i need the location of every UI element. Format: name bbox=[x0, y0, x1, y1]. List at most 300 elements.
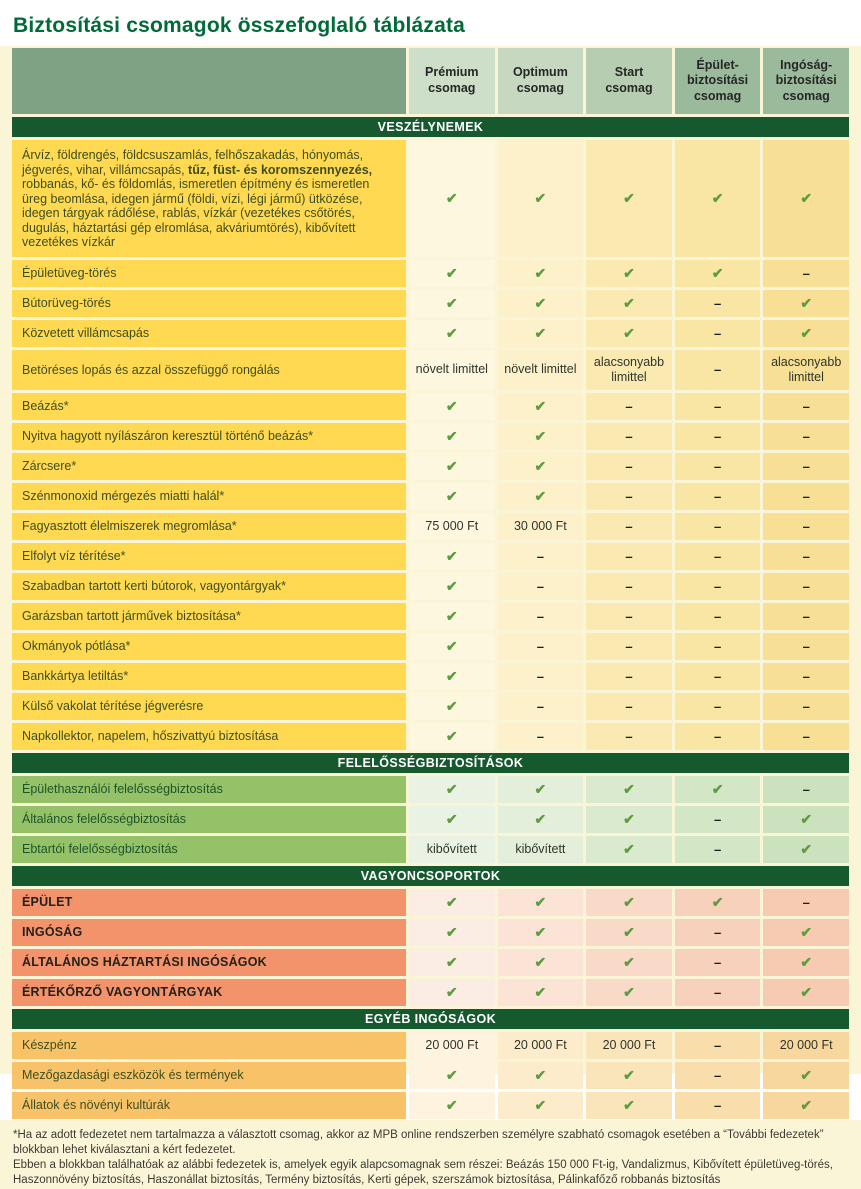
footnote-2: Ebben a blokkban találhatóak az alábbi fedezetek is, amelyek egyik alapcsomagnak sem részei: Beázás 150 000 Ft-ig, Vandalizmus, Kibővített épületüveg-törés, Haszonnövény biztosítás, Haszonállat biztosítás, Termény biztosítás, Kerti gépek, szerszámok biztosítása, Pálinkafőző robbanás biztosítás bbox=[13, 1159, 833, 1187]
dash-icon: – bbox=[536, 578, 544, 594]
dash-icon: – bbox=[713, 841, 722, 857]
value-cell bbox=[675, 260, 761, 287]
value-text: alacsonyabb limittel bbox=[771, 355, 842, 384]
dash-icon: – bbox=[713, 488, 722, 504]
row-label: Szabadban tartott kerti bútorok, vagyontárgyak* bbox=[12, 573, 406, 600]
value-cell bbox=[409, 320, 495, 347]
check-icon: ✔ bbox=[623, 811, 635, 827]
table-row bbox=[12, 776, 849, 803]
dash-icon: – bbox=[802, 698, 810, 714]
dash-icon: – bbox=[713, 1097, 722, 1113]
check-icon: ✔ bbox=[534, 811, 547, 827]
value-cell bbox=[763, 919, 849, 946]
check-icon: ✔ bbox=[800, 295, 813, 311]
dash-icon: – bbox=[802, 608, 810, 624]
value-cell bbox=[763, 543, 849, 570]
value-cell bbox=[675, 543, 761, 570]
dash-icon: – bbox=[713, 924, 722, 940]
value-cell bbox=[763, 1092, 849, 1119]
check-icon: ✔ bbox=[623, 1067, 635, 1083]
value-cell bbox=[675, 483, 761, 510]
row-label: Mezőgazdasági eszközök és termények bbox=[12, 1062, 406, 1089]
table-row bbox=[12, 140, 849, 257]
table-row bbox=[12, 979, 849, 1006]
value-cell bbox=[586, 806, 672, 833]
value-cell bbox=[675, 423, 761, 450]
column-header-premium: Prémium csomag bbox=[409, 48, 495, 114]
value-cell bbox=[586, 979, 672, 1006]
value-cell bbox=[586, 140, 672, 257]
dash-icon: – bbox=[802, 781, 810, 797]
value-cell bbox=[586, 1092, 672, 1119]
insurance-summary-table bbox=[12, 48, 849, 1119]
value-cell bbox=[409, 889, 495, 916]
dash-icon: – bbox=[802, 578, 810, 594]
row-label: Készpénz bbox=[12, 1032, 406, 1059]
value-cell bbox=[498, 1062, 584, 1089]
dash-icon: – bbox=[713, 295, 722, 311]
value-cell bbox=[409, 453, 495, 480]
dash-icon: – bbox=[802, 398, 810, 414]
row-label: Bútorüveg-törés bbox=[12, 290, 406, 317]
row-label: Árvíz, földrengés, földcsuszamlás, felhőszakadás, hónyomás, jégverés, vihar, villámcsapás, tűz, füst- és koromszennyezés, robbanás, kő- és földomlás, ismeretlen építmény és ismeretlen üreg beomlása, idegen jármű (földi, vízi, légi jármű) ütközése, idegen tárgyak rádőlése, rablás, vízkár (vezetékes csőtörés, dugulás, háztartási gép elromlása, akváriumtörés), kibővített vezetékes vízkár bbox=[12, 140, 406, 257]
value-cell bbox=[498, 1092, 584, 1119]
row-label: Épületüveg-törés bbox=[12, 260, 406, 287]
row-label: Külső vakolat térítése jégverésre bbox=[12, 693, 406, 720]
value-cell bbox=[586, 453, 672, 480]
check-icon: ✔ bbox=[800, 984, 813, 1000]
value-cell bbox=[586, 889, 672, 916]
value-cell bbox=[763, 949, 849, 976]
row-label: Nyitva hagyott nyílászáron keresztül történő beázás* bbox=[12, 423, 406, 450]
table-row bbox=[12, 889, 849, 916]
column-header-ingosag: Ingóság-biztosítási csomag bbox=[763, 48, 849, 114]
check-icon: ✔ bbox=[534, 398, 547, 414]
table-row bbox=[12, 320, 849, 347]
value-cell bbox=[586, 633, 672, 660]
value-cell bbox=[409, 919, 495, 946]
dash-icon: – bbox=[802, 728, 810, 744]
value-cell bbox=[409, 949, 495, 976]
check-icon: ✔ bbox=[534, 954, 547, 970]
row-label: Napkollektor, napelem, hőszivattyú biztosítása bbox=[12, 723, 406, 750]
value-cell bbox=[763, 979, 849, 1006]
check-icon: ✔ bbox=[445, 984, 458, 1000]
dash-icon: – bbox=[713, 398, 722, 414]
table-row bbox=[12, 1092, 849, 1119]
value-cell bbox=[498, 260, 584, 287]
value-cell bbox=[409, 573, 495, 600]
value-cell bbox=[498, 776, 584, 803]
dash-icon: – bbox=[625, 398, 633, 414]
value-cell bbox=[763, 889, 849, 916]
value-cell bbox=[675, 836, 761, 863]
value-cell bbox=[675, 919, 761, 946]
value-text: 20 000 Ft bbox=[779, 1037, 833, 1052]
check-icon: ✔ bbox=[445, 894, 458, 910]
check-icon: ✔ bbox=[534, 1097, 547, 1113]
value-cell bbox=[675, 663, 761, 690]
dash-icon: – bbox=[536, 548, 544, 564]
dash-icon: – bbox=[625, 608, 633, 624]
value-cell bbox=[675, 806, 761, 833]
dash-icon: – bbox=[536, 668, 544, 684]
check-icon: ✔ bbox=[445, 428, 458, 444]
value-cell bbox=[498, 836, 584, 863]
check-icon: ✔ bbox=[800, 190, 813, 207]
row-label: Zárcsere* bbox=[12, 453, 406, 480]
value-cell bbox=[763, 393, 849, 420]
value-cell bbox=[586, 320, 672, 347]
column-header-optimum: Optimum csomag bbox=[498, 48, 584, 114]
check-icon: ✔ bbox=[534, 894, 547, 910]
value-cell bbox=[586, 513, 672, 540]
table-row bbox=[12, 1062, 849, 1089]
row-label: Fagyasztott élelmiszerek megromlása* bbox=[12, 513, 406, 540]
row-label: Garázsban tartott járművek biztosítása* bbox=[12, 603, 406, 630]
check-icon: ✔ bbox=[623, 924, 635, 940]
value-cell bbox=[498, 290, 584, 317]
check-icon: ✔ bbox=[623, 894, 635, 910]
value-cell bbox=[763, 1062, 849, 1089]
dash-icon: – bbox=[713, 638, 722, 654]
check-icon: ✔ bbox=[534, 428, 547, 444]
row-label: Állatok és növényi kultúrák bbox=[12, 1092, 406, 1119]
value-text: 20 000 Ft bbox=[425, 1037, 479, 1052]
dash-icon: – bbox=[802, 518, 810, 534]
check-icon: ✔ bbox=[800, 325, 813, 341]
dash-icon: – bbox=[536, 638, 544, 654]
table-header-row bbox=[12, 48, 849, 114]
value-cell bbox=[675, 693, 761, 720]
check-icon: ✔ bbox=[445, 728, 458, 744]
dash-icon: – bbox=[713, 954, 722, 970]
check-icon: ✔ bbox=[534, 265, 547, 281]
value-cell bbox=[675, 573, 761, 600]
value-cell bbox=[675, 633, 761, 660]
check-icon: ✔ bbox=[445, 488, 458, 504]
check-icon: ✔ bbox=[623, 841, 635, 857]
check-icon: ✔ bbox=[623, 1097, 635, 1113]
dash-icon: – bbox=[713, 578, 722, 594]
value-cell bbox=[409, 350, 495, 390]
check-icon: ✔ bbox=[534, 295, 547, 311]
check-icon: ✔ bbox=[445, 265, 458, 281]
value-cell bbox=[498, 483, 584, 510]
value-cell bbox=[586, 723, 672, 750]
dash-icon: – bbox=[625, 518, 633, 534]
check-icon: ✔ bbox=[800, 811, 813, 827]
dash-icon: – bbox=[625, 488, 633, 504]
table-row bbox=[12, 806, 849, 833]
check-icon: ✔ bbox=[711, 265, 724, 281]
value-cell bbox=[586, 260, 672, 287]
value-cell bbox=[763, 483, 849, 510]
value-cell bbox=[409, 723, 495, 750]
value-cell bbox=[409, 483, 495, 510]
value-cell bbox=[763, 836, 849, 863]
value-cell bbox=[675, 393, 761, 420]
table-row bbox=[12, 453, 849, 480]
value-cell bbox=[409, 393, 495, 420]
table-row bbox=[12, 260, 849, 287]
value-cell bbox=[763, 320, 849, 347]
value-cell bbox=[586, 603, 672, 630]
section-header-felelossegbiztositasok: FELELŐSSÉGBIZTOSÍTÁSOK bbox=[12, 753, 849, 773]
header-corner-cell bbox=[12, 48, 406, 114]
check-icon: ✔ bbox=[445, 811, 458, 827]
value-cell bbox=[675, 603, 761, 630]
table-row bbox=[12, 1032, 849, 1059]
dash-icon: – bbox=[625, 698, 633, 714]
value-cell bbox=[586, 350, 672, 390]
value-cell bbox=[498, 513, 584, 540]
check-icon: ✔ bbox=[711, 781, 724, 797]
value-cell bbox=[675, 320, 761, 347]
row-label: Bankkártya letiltás* bbox=[12, 663, 406, 690]
dash-icon: – bbox=[625, 458, 633, 474]
table-row bbox=[12, 919, 849, 946]
value-cell bbox=[409, 290, 495, 317]
check-icon: ✔ bbox=[445, 398, 458, 414]
footnotes bbox=[13, 1128, 848, 1189]
value-cell bbox=[586, 573, 672, 600]
value-cell bbox=[763, 423, 849, 450]
row-label: Elfolyt víz térítése* bbox=[12, 543, 406, 570]
check-icon: ✔ bbox=[445, 638, 458, 654]
row-label: Épülethasználói felelősségbiztosítás bbox=[12, 776, 406, 803]
value-text: kibővített bbox=[515, 841, 566, 856]
value-cell bbox=[498, 573, 584, 600]
value-cell bbox=[586, 423, 672, 450]
value-cell bbox=[586, 543, 672, 570]
row-label: ÉPÜLET bbox=[12, 889, 406, 916]
check-icon: ✔ bbox=[445, 608, 458, 624]
value-cell bbox=[409, 140, 495, 257]
value-cell bbox=[498, 806, 584, 833]
check-icon: ✔ bbox=[711, 190, 724, 207]
dash-icon: – bbox=[713, 811, 722, 827]
value-cell bbox=[675, 1032, 761, 1059]
dash-icon: – bbox=[802, 265, 810, 281]
value-text: 20 000 Ft bbox=[513, 1037, 567, 1052]
dash-icon: – bbox=[536, 608, 544, 624]
table-row bbox=[12, 290, 849, 317]
value-cell bbox=[586, 290, 672, 317]
value-text: kibővített bbox=[426, 841, 477, 856]
value-cell bbox=[763, 513, 849, 540]
check-icon: ✔ bbox=[623, 325, 635, 341]
value-cell bbox=[498, 949, 584, 976]
dash-icon: – bbox=[625, 668, 633, 684]
check-icon: ✔ bbox=[711, 894, 724, 910]
check-icon: ✔ bbox=[445, 698, 458, 714]
table-row bbox=[12, 663, 849, 690]
value-cell bbox=[498, 393, 584, 420]
check-icon: ✔ bbox=[445, 548, 458, 564]
value-cell bbox=[586, 836, 672, 863]
value-cell bbox=[675, 290, 761, 317]
check-icon: ✔ bbox=[623, 781, 635, 797]
value-cell bbox=[409, 260, 495, 287]
dash-icon: – bbox=[713, 458, 722, 474]
check-icon: ✔ bbox=[445, 781, 458, 797]
check-icon: ✔ bbox=[800, 1067, 813, 1083]
value-cell bbox=[675, 140, 761, 257]
value-cell bbox=[498, 723, 584, 750]
table-row bbox=[12, 513, 849, 540]
check-icon: ✔ bbox=[445, 295, 458, 311]
check-icon: ✔ bbox=[623, 954, 635, 970]
dash-icon: – bbox=[713, 668, 722, 684]
row-label: Okmányok pótlása* bbox=[12, 633, 406, 660]
value-cell bbox=[498, 919, 584, 946]
value-cell bbox=[586, 693, 672, 720]
check-icon: ✔ bbox=[445, 954, 458, 970]
footnote-1: *Ha az adott fedezetet nem tartalmazza a választott csomag, akkor az MPB online rendszerben személyre szabható csomagok esetében a “További fedezetek” blokkban lehet kiválasztani a kért fedezetet. bbox=[13, 1128, 824, 1156]
dash-icon: – bbox=[713, 728, 722, 744]
dash-icon: – bbox=[802, 894, 810, 910]
table-row bbox=[12, 633, 849, 660]
dash-icon: – bbox=[625, 728, 633, 744]
table-row bbox=[12, 423, 849, 450]
value-cell bbox=[675, 776, 761, 803]
check-icon: ✔ bbox=[623, 190, 635, 207]
value-cell bbox=[586, 483, 672, 510]
check-icon: ✔ bbox=[445, 924, 458, 940]
value-cell bbox=[409, 979, 495, 1006]
value-cell bbox=[498, 350, 584, 390]
row-label: INGÓSÁG bbox=[12, 919, 406, 946]
row-label: ÉRTÉKŐRZŐ VAGYONTÁRGYAK bbox=[12, 979, 406, 1006]
value-cell bbox=[763, 140, 849, 257]
value-cell bbox=[498, 1032, 584, 1059]
check-icon: ✔ bbox=[623, 295, 635, 311]
row-label: Ebtartói felelősségbiztosítás bbox=[12, 836, 406, 863]
dash-icon: – bbox=[713, 428, 722, 444]
value-cell bbox=[409, 423, 495, 450]
value-cell bbox=[498, 320, 584, 347]
dash-icon: – bbox=[802, 488, 810, 504]
value-cell bbox=[763, 1032, 849, 1059]
dash-icon: – bbox=[802, 428, 810, 444]
value-cell bbox=[586, 1032, 672, 1059]
value-cell bbox=[763, 260, 849, 287]
value-cell bbox=[586, 949, 672, 976]
value-cell bbox=[498, 663, 584, 690]
value-cell bbox=[763, 663, 849, 690]
check-icon: ✔ bbox=[800, 1097, 813, 1113]
dash-icon: – bbox=[802, 548, 810, 564]
check-icon: ✔ bbox=[534, 488, 547, 504]
row-label: Szénmonoxid mérgezés miatti halál* bbox=[12, 483, 406, 510]
dash-icon: – bbox=[713, 518, 722, 534]
value-cell bbox=[675, 979, 761, 1006]
table-row bbox=[12, 350, 849, 390]
value-text: 75 000 Ft bbox=[425, 518, 479, 533]
check-icon: ✔ bbox=[623, 265, 635, 281]
value-cell bbox=[763, 776, 849, 803]
row-label: Betöréses lopás és azzal összefüggő rongálás bbox=[12, 350, 406, 390]
dash-icon: – bbox=[713, 548, 722, 564]
check-icon: ✔ bbox=[800, 841, 813, 857]
check-icon: ✔ bbox=[445, 668, 458, 684]
check-icon: ✔ bbox=[534, 1067, 547, 1083]
value-cell bbox=[763, 350, 849, 390]
section-header-egyeb-ingosagok: EGYÉB INGÓSÁGOK bbox=[12, 1009, 849, 1029]
dash-icon: – bbox=[713, 325, 722, 341]
check-icon: ✔ bbox=[445, 1067, 458, 1083]
value-cell bbox=[409, 513, 495, 540]
value-cell bbox=[409, 543, 495, 570]
check-icon: ✔ bbox=[534, 458, 547, 474]
value-cell bbox=[498, 889, 584, 916]
value-cell bbox=[586, 1062, 672, 1089]
check-icon: ✔ bbox=[800, 924, 813, 940]
check-icon: ✔ bbox=[534, 924, 547, 940]
check-icon: ✔ bbox=[623, 984, 635, 1000]
value-cell bbox=[763, 806, 849, 833]
value-text: növelt limittel bbox=[504, 362, 577, 377]
value-cell bbox=[586, 393, 672, 420]
value-cell bbox=[498, 603, 584, 630]
column-header-epulet: Épület-biztosítási csomag bbox=[675, 48, 761, 114]
value-cell bbox=[409, 1032, 495, 1059]
check-icon: ✔ bbox=[445, 1097, 458, 1113]
value-text: növelt limittel bbox=[415, 362, 488, 377]
value-cell bbox=[409, 663, 495, 690]
dash-icon: – bbox=[802, 638, 810, 654]
value-cell bbox=[763, 290, 849, 317]
row-label: Általános felelősségbiztosítás bbox=[12, 806, 406, 833]
table-row bbox=[12, 836, 849, 863]
value-cell bbox=[586, 663, 672, 690]
check-icon: ✔ bbox=[445, 325, 458, 341]
value-cell bbox=[498, 423, 584, 450]
table-row bbox=[12, 483, 849, 510]
value-cell bbox=[675, 1062, 761, 1089]
table-row bbox=[12, 693, 849, 720]
value-cell bbox=[409, 633, 495, 660]
dash-icon: – bbox=[713, 608, 722, 624]
check-icon: ✔ bbox=[800, 954, 813, 970]
value-cell bbox=[498, 453, 584, 480]
value-cell bbox=[675, 723, 761, 750]
table-row bbox=[12, 723, 849, 750]
value-cell bbox=[675, 453, 761, 480]
section-header-veszelynemek: VESZÉLYNEMEK bbox=[12, 117, 849, 137]
page-title: Biztosítási csomagok összefoglaló táblázata bbox=[13, 14, 466, 37]
value-cell bbox=[675, 949, 761, 976]
value-cell bbox=[675, 513, 761, 540]
table-row bbox=[12, 603, 849, 630]
table-row bbox=[12, 543, 849, 570]
section-header-vagyoncsoportok: VAGYONCSOPORTOK bbox=[12, 866, 849, 886]
value-cell bbox=[675, 889, 761, 916]
dash-icon: – bbox=[625, 578, 633, 594]
value-cell bbox=[763, 693, 849, 720]
value-cell bbox=[498, 140, 584, 257]
value-cell bbox=[763, 723, 849, 750]
value-cell bbox=[409, 1092, 495, 1119]
table-row bbox=[12, 393, 849, 420]
value-cell bbox=[409, 806, 495, 833]
dash-icon: – bbox=[536, 698, 544, 714]
check-icon: ✔ bbox=[534, 325, 547, 341]
value-cell bbox=[675, 350, 761, 390]
row-label: Beázás* bbox=[12, 393, 406, 420]
value-cell bbox=[763, 573, 849, 600]
